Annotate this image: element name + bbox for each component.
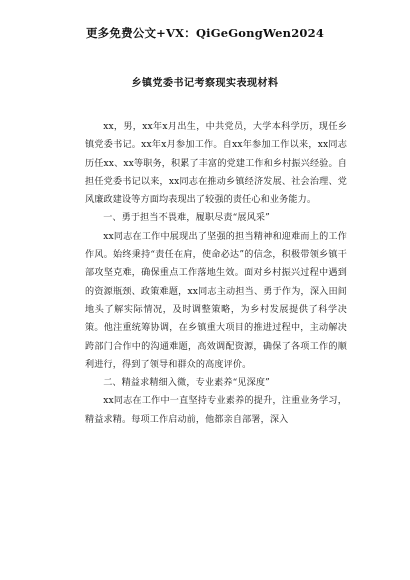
document-title: 乡镇党委书记考察现实表现材料 bbox=[131, 78, 279, 89]
paragraph-section-1: xx同志在工作中展现出了坚强的担当精神和迎难而上的工作作风。始终秉持“责任在肩，使命必达”的信念，积极带领乡镇干部攻坚克难，确保重点工作落地生效。面对乡村振兴过程中遇到的资源瓶颈、政策难题，xx同志主动担当、勇于作为，深入田间地头了解实际情况，及时调整策略，为乡村发展提供了科学决策。他注重统筹协调，在乡镇重大项目的推进过程中，主动解决跨部门合作中的沟通难题，高效调配资源，确保了各项工作的顺利进行，得到了领导和群众的高度评价。 bbox=[85, 231, 347, 370]
paragraph-intro: xx，男，xx年x月出生，中共党员，大学本科学历，现任乡镇党委书记。xx年x月参加工作。自xx年参加工作以来，xx同志历任xx、xx等职务，积累了丰富的党建工作和乡村振兴经验。自担任党委书记以来，xx同志在推动乡镇经济发展、社会治理、党风廉政建设等方面均表现出了较强的责任心和业务能力。 bbox=[85, 122, 347, 206]
page-header-watermark: 更多免费公文+VX：QiGeGongWen2024 bbox=[85, 26, 325, 40]
paragraph-section-2: xx同志在工作中一直坚持专业素养的提升，注重业务学习，精益求精。每项工作启动前，他都亲自部署，深入 bbox=[85, 396, 347, 425]
section-heading-2: 二、精益求精细入微，专业素养“见深度” bbox=[103, 378, 270, 389]
document-body bbox=[85, 118, 347, 429]
section-heading-1: 一、勇于担当不畏难，履职尽责“展风采” bbox=[103, 213, 270, 224]
